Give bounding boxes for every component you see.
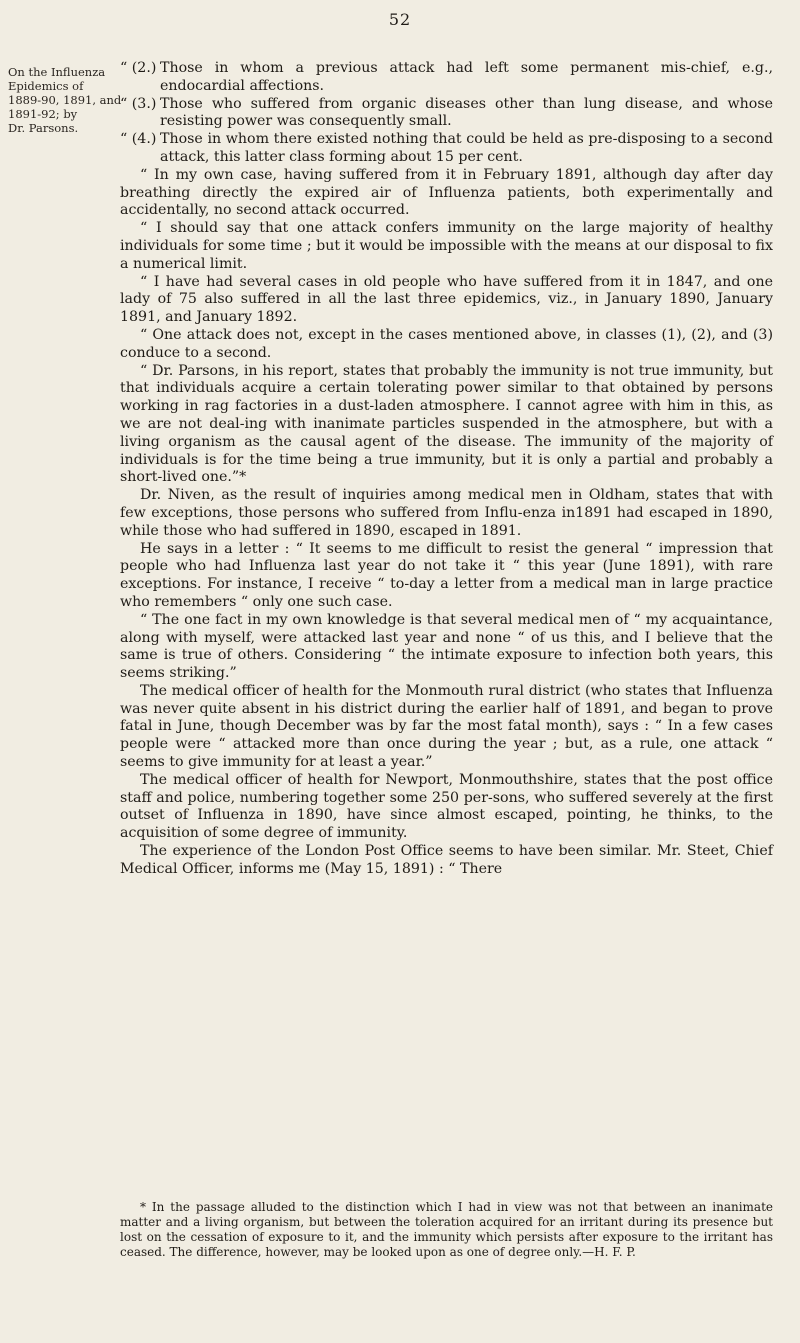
paragraph: The experience of the London Post Office seems to have been similar. Mr. Steet, Chief Medical Officer, informs me (May 15, 1891) : “ There bbox=[120, 843, 773, 877]
list-item-text: Those in whom there existed nothing that could be held as pre-disposing to a second attack, this latter class forming about 15 per cent. bbox=[160, 131, 773, 165]
list-number: “ (2.) bbox=[120, 60, 157, 76]
sidenote-line: On the Influenza bbox=[8, 65, 106, 79]
list-item-text: Those who suffered from organic diseases other than lung disease, and whose resisting power was consequently small. bbox=[160, 95, 773, 130]
page-number: 52 bbox=[388, 10, 412, 29]
list-item bbox=[120, 131, 773, 167]
paragraph: The medical officer of health for the Monmouth rural district (who states that Influenza was never quite absent in his district during the earlier half of 1891, and began to prove fatal in June, though December was by far the most fatal month), says : “ In a few cases people were “ attacked more than once during the year ; but, as a rule, one attack “ seems to give immunity for at least a year.” bbox=[120, 682, 773, 771]
paragraph: He says in a letter : “ It seems to me difficult to resist the general “ impression that people who had Influenza last year do not take it “ this year (June 1891), with rare exceptions. For instance, I receive “ to-day a letter from a medical man in large practice who remembers “ only one such case. bbox=[120, 540, 773, 610]
list-item-text: Those in whom a previous attack had left some permanent mis-chief, e.g., endocardial affections. bbox=[160, 60, 773, 94]
paragraph: “ In my own case, having suffered from it in February 1891, although day after day breathing directly the expired air of Influenza patients, both experimentally and accidentally, no second attack occurred. bbox=[120, 166, 773, 219]
footnote: * In the passage alluded to the distinction which I had in view was not that between an inanimate matter and a living organism, but between the toleration acquired for an irritant during its presence but lost on the cessation of exposure to it, and the immunity which persists after exposure to the irritant has ceased. The difference, however, may be looked upon as one of degree only.—H. F. P. bbox=[120, 1200, 773, 1259]
paragraph: The medical officer of health for Newport, Monmouthshire, states that the post office staff and police, numbering together some 250 per-sons, who suffered severely at the first outset of Influenza in 1890, have since almost escaped, pointing, he thinks, to the acquisition of some degree of immunity. bbox=[120, 771, 773, 842]
sidenote-line: Epidemics of bbox=[8, 79, 84, 93]
paragraph: “ Dr. Parsons, in his report, states that probably the immunity is not true immunity, but that individuals acquire a certain tolerating power similar to that obtained by persons working in rag factories in a dust-laden atmosphere. I cannot agree with him in this, as we are not deal-ing with inanimate particles suspended in the atmosphere, but with a living organism as the causal agent of the disease. The immunity of the majority of individuals is for the time being a true immunity, but it is only a partial and probably a short-lived one.”* bbox=[120, 362, 773, 486]
paragraph: “ I have had several cases in old people who have suffered from it in 1847, and one lady of 75 also suffered in all the last three epidemics, viz., in January 1890, January 1891, and January 1892. bbox=[120, 273, 773, 326]
list-item bbox=[120, 60, 773, 96]
paragraph: Dr. Niven, as the result of inquiries among medical men in Oldham, states that with few exceptions, those persons who suffered from Influ-enza in1891 had escaped in 1890, while those who had suffered in 1890, escaped in 1891. bbox=[120, 487, 773, 539]
list-number: “ (4.) bbox=[120, 131, 157, 148]
margin-sidenote bbox=[8, 65, 122, 135]
list-item bbox=[120, 96, 773, 132]
paragraph: “ The one fact in my own knowledge is that several medical men of “ my acquaintance, along with myself, were attacked last year and none “ of us this, and I believe that the same is true of others. Considering “ the intimate exposure to infection both years, this seems striking.” bbox=[120, 611, 773, 682]
sidenote-line: 1891-92; by bbox=[8, 107, 78, 121]
paragraph: “ One attack does not, except in the cases mentioned above, in classes (1), (2), and (3) conduce to a second. bbox=[120, 326, 773, 361]
body-text bbox=[120, 60, 773, 879]
sidenote-line: 1889-90, 1891, and bbox=[8, 93, 122, 107]
list-number: “ (3.) bbox=[120, 95, 157, 112]
sidenote-line: Dr. Parsons. bbox=[8, 121, 79, 135]
paragraph: “ I should say that one attack confers immunity on the large majority of healthy individuals for some time ; but it would be impossible with the means at our disposal to fix a numerical limit. bbox=[120, 220, 773, 272]
